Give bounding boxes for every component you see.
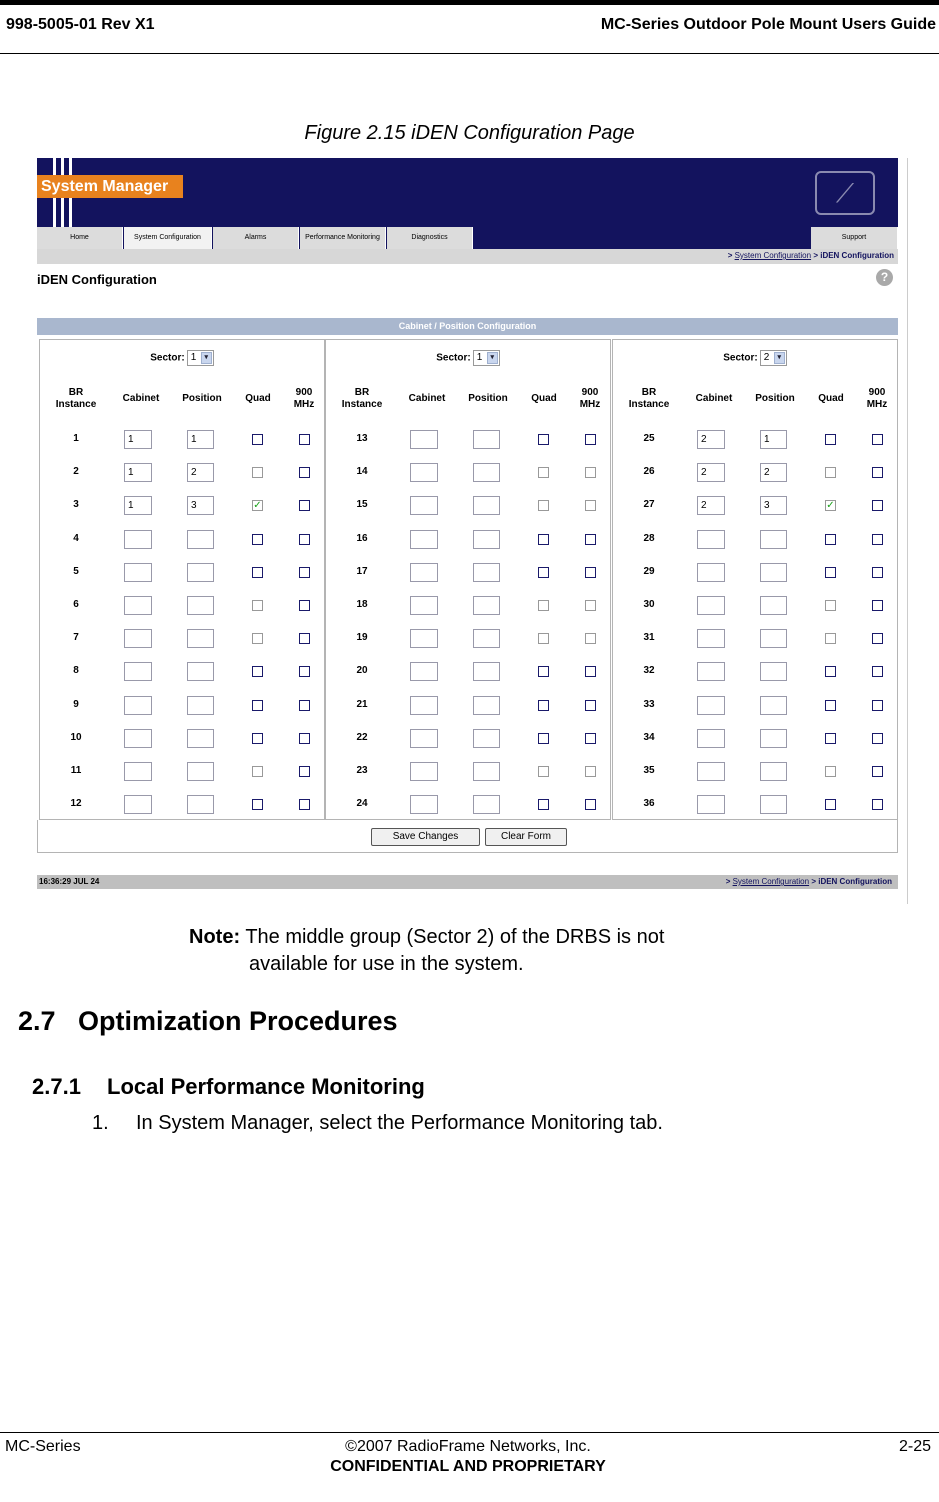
mhz900-checkbox[interactable] (299, 567, 310, 578)
mhz900-checkbox[interactable] (872, 434, 883, 445)
breadcrumb-current: iDEN Configuration (820, 251, 894, 260)
table-row (40, 463, 324, 483)
tab-performance-monitoring[interactable]: Performance Monitoring (300, 227, 386, 249)
cabinet-input[interactable]: 1 (124, 463, 152, 482)
help-icon[interactable]: ? (876, 269, 893, 286)
cabinet-input[interactable] (410, 530, 438, 549)
br-instance: 18 (356, 599, 368, 610)
table-row (613, 463, 897, 483)
section-title: Optimization Procedures (78, 1006, 398, 1036)
col-cabinet: Cabinet (122, 393, 160, 404)
br-instance: 26 (643, 466, 655, 478)
br-instance: 15 (356, 499, 368, 511)
table-row (326, 563, 610, 583)
mhz900-checkbox[interactable] (299, 633, 310, 644)
br-instance: 36 (643, 798, 655, 810)
mhz900-checkbox[interactable] (299, 434, 310, 445)
col-br-instance: BR Instance (628, 387, 670, 410)
col-quad: Quad (818, 393, 844, 404)
quad-checkbox[interactable] (538, 500, 549, 511)
br-instance: 13 (356, 433, 368, 444)
br-instance: 35 (643, 765, 655, 776)
mhz900-checkbox[interactable] (299, 500, 310, 511)
sector-value: 2 (763, 352, 770, 363)
mhz900-checkbox[interactable] (299, 600, 310, 611)
position-input[interactable]: 1 (187, 430, 214, 449)
screenshot (37, 158, 908, 904)
br-instance: 34 (643, 731, 655, 743)
quad-checkbox[interactable] (538, 700, 549, 711)
table-row (40, 430, 324, 450)
cabinet-input[interactable]: 2 (697, 463, 725, 482)
cabinet-input[interactable] (410, 729, 438, 748)
mhz900-checkbox[interactable] (585, 467, 596, 478)
col-quad: Quad (531, 393, 557, 404)
br-instance: 31 (643, 632, 655, 644)
br-instance: 25 (643, 433, 655, 444)
mhz900-checkbox[interactable] (585, 600, 596, 611)
quad-checkbox[interactable]: ✓ (826, 500, 835, 512)
doc-title: MC-Series Outdoor Pole Mount Users Guide (600, 16, 936, 33)
col-cabinet: Cabinet (408, 393, 446, 404)
doc-id: 998-5005-01 Rev X1 (6, 16, 155, 33)
quad-checkbox[interactable] (825, 600, 836, 611)
section-header: Cabinet / Position Configuration (37, 318, 898, 335)
sector-value: 1 (476, 352, 483, 363)
table-row (326, 729, 610, 749)
quad-checkbox[interactable] (538, 766, 549, 777)
position-input[interactable] (187, 629, 214, 648)
position-input[interactable] (473, 662, 500, 681)
chevron-down-icon: ▾ (774, 352, 785, 364)
quad-checkbox[interactable] (252, 467, 263, 478)
br-instance: 9 (73, 698, 79, 710)
quad-checkbox[interactable] (538, 733, 549, 744)
table-row (613, 496, 897, 516)
mhz900-checkbox[interactable] (299, 799, 310, 810)
position-input[interactable] (760, 596, 787, 615)
position-input[interactable] (473, 563, 500, 582)
table-row (326, 662, 610, 682)
mhz900-checkbox[interactable] (872, 733, 883, 744)
position-input[interactable] (187, 729, 214, 748)
mhz900-checkbox[interactable] (872, 600, 883, 611)
quad-checkbox[interactable] (538, 600, 549, 611)
table-row (613, 696, 897, 716)
cabinet-input[interactable]: 2 (697, 430, 725, 449)
subsection-heading (32, 1074, 425, 1100)
table-row (613, 563, 897, 583)
position-input[interactable] (187, 662, 214, 681)
position-input[interactable] (760, 662, 787, 681)
quad-checkbox[interactable] (252, 600, 263, 611)
cabinet-input[interactable] (697, 729, 725, 748)
sector-label: Sector: (150, 352, 185, 364)
cabinet-input[interactable] (410, 795, 438, 814)
col-position: Position (182, 393, 222, 404)
position-input[interactable]: 3 (187, 496, 214, 515)
br-instance: 10 (70, 731, 82, 743)
mhz900-checkbox[interactable] (299, 733, 310, 744)
sector-selector (326, 350, 610, 366)
quad-checkbox[interactable] (538, 633, 549, 644)
table-row (40, 563, 324, 583)
table-row (40, 530, 324, 550)
mhz900-checkbox[interactable] (585, 500, 596, 511)
br-instance: 4 (73, 532, 79, 544)
quad-checkbox[interactable] (825, 567, 836, 578)
position-input[interactable] (187, 530, 214, 549)
quad-checkbox[interactable] (825, 733, 836, 744)
note-line2: available for use in the system. (249, 953, 524, 975)
section-number: 2.7 (18, 1006, 56, 1036)
cabinet-input[interactable] (124, 795, 152, 814)
br-instance: 8 (73, 665, 79, 677)
position-input[interactable] (187, 795, 214, 814)
br-instance: 1 (73, 433, 79, 444)
position-input[interactable]: 1 (760, 430, 787, 449)
quad-checkbox[interactable] (252, 733, 263, 744)
col-900mhz: 900 MHz (866, 387, 888, 410)
position-input[interactable] (760, 696, 787, 715)
quad-checkbox[interactable]: ✓ (253, 500, 262, 512)
subsection-number: 2.7.1 (32, 1074, 81, 1099)
quad-checkbox[interactable] (825, 534, 836, 545)
mhz900-checkbox[interactable] (299, 467, 310, 478)
table-row (326, 530, 610, 550)
status-bar: 16:36:29 JUL 24 > System Configuration > iDEN Configuration (37, 875, 898, 889)
cabinet-input[interactable] (697, 662, 725, 681)
col-br-instance: BR Instance (55, 387, 97, 410)
quad-checkbox[interactable] (825, 666, 836, 677)
cabinet-input[interactable] (697, 530, 725, 549)
sector-select[interactable] (760, 350, 787, 366)
note-label: Note: (189, 926, 241, 948)
table-row (40, 662, 324, 682)
status-time: 16:36:29 JUL 24 (39, 877, 100, 886)
note (189, 924, 664, 978)
cabinet-input[interactable] (124, 530, 152, 549)
position-input[interactable] (473, 430, 500, 449)
sector-label: Sector: (436, 352, 471, 364)
table-row (40, 729, 324, 749)
sector-group (612, 339, 898, 820)
br-instance: 19 (356, 632, 368, 644)
mhz900-checkbox[interactable] (872, 467, 883, 478)
mhz900-checkbox[interactable] (585, 434, 596, 445)
table-row (326, 596, 610, 616)
mhz900-checkbox[interactable] (872, 666, 883, 677)
tab-bar (37, 227, 898, 249)
mhz900-checkbox[interactable] (299, 666, 310, 677)
position-input[interactable] (473, 463, 500, 482)
quad-checkbox[interactable] (252, 633, 263, 644)
page-number: 2-25 (898, 1438, 931, 1455)
mhz900-checkbox[interactable] (585, 534, 596, 545)
br-instance: 33 (643, 698, 655, 710)
app-banner (37, 158, 898, 230)
position-input[interactable] (473, 729, 500, 748)
br-instance: 27 (643, 499, 655, 511)
table-row (40, 696, 324, 716)
cabinet-input[interactable] (410, 463, 438, 482)
cabinet-input[interactable] (124, 662, 152, 681)
quad-checkbox[interactable] (538, 567, 549, 578)
mhz900-checkbox[interactable] (585, 733, 596, 744)
document-header (6, 16, 936, 38)
cabinet-input[interactable] (410, 696, 438, 715)
status-breadcrumb-link[interactable]: System Configuration (732, 877, 810, 886)
quad-checkbox[interactable] (538, 434, 549, 445)
sector-select[interactable] (187, 350, 214, 366)
app-logo: System Manager (37, 175, 183, 198)
quad-checkbox[interactable] (538, 534, 549, 545)
br-instance: 14 (356, 466, 368, 478)
cabinet-input[interactable] (124, 762, 152, 781)
br-instance: 21 (356, 698, 368, 710)
mhz900-checkbox[interactable] (299, 700, 310, 711)
cabinet-input[interactable] (697, 795, 725, 814)
table-row (40, 795, 324, 815)
col-br-instance: BR Instance (341, 387, 383, 410)
tab-system-configuration[interactable]: System Configuration (124, 227, 212, 249)
form-actions (37, 820, 898, 853)
tab-home[interactable]: Home (37, 227, 123, 249)
br-instance: 32 (643, 665, 655, 677)
mhz900-checkbox[interactable] (872, 633, 883, 644)
quad-checkbox[interactable] (825, 633, 836, 644)
quad-checkbox[interactable] (252, 766, 263, 777)
position-input[interactable]: 2 (187, 463, 214, 482)
page-title: iDEN Configuration (37, 272, 157, 287)
footer-rule (0, 1432, 939, 1433)
cabinet-input[interactable]: 2 (697, 496, 725, 515)
br-instance: 29 (643, 565, 655, 577)
mhz900-checkbox[interactable] (872, 700, 883, 711)
table-row (40, 762, 324, 782)
quad-checkbox[interactable] (252, 567, 263, 578)
position-input[interactable] (187, 696, 214, 715)
table-row (40, 629, 324, 649)
step-text: In System Manager, select the Performance Monitoring tab. (136, 1112, 663, 1134)
quad-checkbox[interactable] (538, 799, 549, 810)
cabinet-input[interactable] (124, 696, 152, 715)
cabinet-input[interactable] (410, 596, 438, 615)
table-row (613, 596, 897, 616)
cabinet-input[interactable] (410, 762, 438, 781)
cabinet-input[interactable] (410, 430, 438, 449)
breadcrumb: > System Configuration > iDEN Configuration (37, 249, 898, 264)
table-row (613, 729, 897, 749)
table-row (326, 762, 610, 782)
position-input[interactable] (187, 762, 214, 781)
br-instance: 5 (73, 565, 79, 577)
position-input[interactable] (473, 596, 500, 615)
table-row (326, 795, 610, 815)
col-position: Position (468, 393, 508, 404)
mhz900-checkbox[interactable] (585, 567, 596, 578)
table-row (326, 463, 610, 483)
quad-checkbox[interactable] (825, 799, 836, 810)
table-row (326, 696, 610, 716)
mhz900-checkbox[interactable] (585, 799, 596, 810)
cabinet-input[interactable] (124, 629, 152, 648)
cabinet-input[interactable] (124, 596, 152, 615)
br-instance: 16 (356, 532, 368, 544)
table-row (40, 496, 324, 516)
position-input[interactable] (760, 762, 787, 781)
br-instance: 6 (73, 599, 79, 610)
br-instance: 22 (356, 731, 368, 743)
sector-select[interactable] (473, 350, 500, 366)
mhz900-checkbox[interactable] (299, 534, 310, 545)
table-row (613, 762, 897, 782)
mhz900-checkbox[interactable] (585, 700, 596, 711)
table-row (613, 629, 897, 649)
quad-checkbox[interactable] (825, 467, 836, 478)
footer-product: MC-Series (5, 1438, 81, 1455)
quad-checkbox[interactable] (252, 434, 263, 445)
cabinet-input[interactable] (697, 596, 725, 615)
cabinet-input[interactable] (697, 629, 725, 648)
cabinet-input[interactable] (410, 662, 438, 681)
cabinet-input[interactable] (124, 563, 152, 582)
step-1 (92, 1112, 663, 1135)
quad-checkbox[interactable] (538, 666, 549, 677)
clear-form-button[interactable]: Clear Form (485, 828, 567, 846)
br-instance: 24 (356, 798, 368, 810)
position-input[interactable] (187, 563, 214, 582)
position-input[interactable] (473, 795, 500, 814)
breadcrumb-link[interactable]: System Configuration (734, 251, 812, 260)
quad-checkbox[interactable] (825, 700, 836, 711)
tab-diagnostics[interactable]: Diagnostics (387, 227, 473, 249)
col-900mhz: 900 MHz (579, 387, 601, 410)
cabinet-input[interactable] (124, 729, 152, 748)
save-changes-button[interactable]: Save Changes (371, 828, 480, 846)
mhz900-checkbox[interactable] (872, 500, 883, 511)
br-instance: 12 (70, 798, 82, 810)
cabinet-input[interactable] (697, 762, 725, 781)
mhz900-checkbox[interactable] (872, 567, 883, 578)
table-row (326, 496, 610, 516)
col-quad: Quad (245, 393, 271, 404)
tab-support[interactable]: Support (811, 227, 898, 249)
sector-value: 1 (190, 352, 197, 363)
mhz900-checkbox[interactable] (585, 766, 596, 777)
quad-checkbox[interactable] (252, 799, 263, 810)
table-row (613, 430, 897, 450)
table-row (40, 596, 324, 616)
table-row (613, 662, 897, 682)
col-cabinet: Cabinet (695, 393, 733, 404)
footer-confidential: CONFIDENTIAL AND PROPRIETARY (330, 1458, 606, 1475)
br-instance: 2 (73, 466, 79, 478)
table-row (613, 530, 897, 550)
cabinet-input[interactable] (697, 563, 725, 582)
position-input[interactable] (187, 596, 214, 615)
cabinet-input[interactable] (697, 696, 725, 715)
position-input[interactable] (473, 530, 500, 549)
sector-group (325, 339, 611, 820)
col-position: Position (755, 393, 795, 404)
sector-group (39, 339, 325, 820)
position-input[interactable] (760, 795, 787, 814)
table-row (326, 629, 610, 649)
figure-caption: Figure 2.15 iDEN Configuration Page (304, 122, 635, 144)
chevron-down-icon: ▾ (201, 352, 212, 364)
cabinet-input[interactable] (410, 563, 438, 582)
position-input[interactable] (473, 762, 500, 781)
mhz900-checkbox[interactable] (872, 766, 883, 777)
br-instance: 3 (73, 499, 79, 511)
sector-selector (40, 350, 324, 366)
mhz900-checkbox[interactable] (585, 633, 596, 644)
quad-checkbox[interactable] (825, 766, 836, 777)
br-instance: 23 (356, 765, 368, 776)
position-input[interactable] (760, 629, 787, 648)
br-instance: 7 (73, 632, 79, 644)
quad-checkbox[interactable] (825, 434, 836, 445)
quad-checkbox[interactable] (252, 534, 263, 545)
br-instance: 30 (643, 599, 655, 610)
mhz900-checkbox[interactable] (872, 534, 883, 545)
br-instance: 17 (356, 565, 368, 577)
quad-checkbox[interactable] (538, 467, 549, 478)
position-input[interactable] (760, 530, 787, 549)
cabinet-input[interactable]: 1 (124, 496, 152, 515)
cabinet-input[interactable]: 1 (124, 430, 152, 449)
tab-alarms[interactable]: Alarms (213, 227, 299, 249)
table-row (613, 795, 897, 815)
position-input[interactable] (760, 563, 787, 582)
header-rule (0, 53, 939, 54)
sector-selector (613, 350, 897, 366)
step-number: 1. (92, 1112, 109, 1134)
position-input[interactable] (473, 696, 500, 715)
position-input[interactable]: 3 (760, 496, 787, 515)
mhz900-checkbox[interactable] (299, 766, 310, 777)
position-input[interactable] (473, 496, 500, 515)
quad-checkbox[interactable] (252, 700, 263, 711)
note-line1: The middle group (Sector 2) of the DRBS is not (245, 926, 665, 948)
br-instance: 28 (643, 532, 655, 544)
col-900mhz: 900 MHz (293, 387, 315, 410)
quad-checkbox[interactable] (252, 666, 263, 677)
br-instance: 20 (356, 665, 368, 677)
radio-emblem-icon: ⟋ (815, 171, 875, 215)
position-input[interactable] (760, 729, 787, 748)
cabinet-input[interactable] (410, 496, 438, 515)
cabinet-input[interactable] (410, 629, 438, 648)
position-input[interactable] (473, 629, 500, 648)
chevron-down-icon: ▾ (487, 352, 498, 364)
sector-label: Sector: (723, 352, 758, 364)
footer-copyright: ©2007 RadioFrame Networks, Inc. (345, 1438, 591, 1455)
mhz900-checkbox[interactable] (585, 666, 596, 677)
position-input[interactable]: 2 (760, 463, 787, 482)
table-row (326, 430, 610, 450)
subsection-title: Local Performance Monitoring (107, 1074, 425, 1099)
section-heading (18, 1006, 398, 1037)
br-instance: 11 (70, 765, 82, 776)
mhz900-checkbox[interactable] (872, 799, 883, 810)
top-rule (0, 0, 939, 5)
